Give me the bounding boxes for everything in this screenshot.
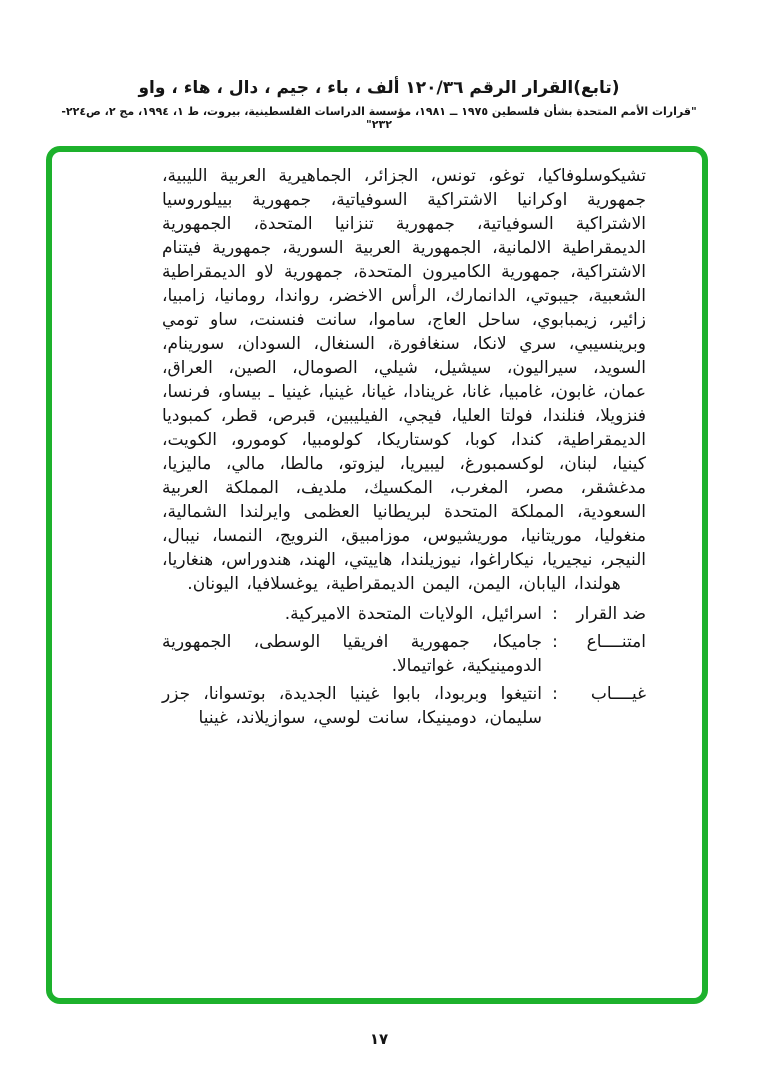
vote-abstain-label: امتنــــاع <box>586 632 646 652</box>
vote-row-abstain <box>162 630 646 678</box>
in-favor-country-list: تشيكوسلوفاكيا، توغو، تونس، الجزائر، الجماهيرية العربية الليبية، جمهورية اوكرانيا الاشتراكية السوفياتية، جمهورية بييلوروسيا الاشتراكية السوفياتية، جمهورية تنزانيا المتحدة، الجمهورية الديمقراطية الالمانية، الجمهورية العربية السورية، جمهورية فيتنام الاشتراكية، جمهورية الكاميرون المتحدة، جمهورية لاو الديمقراطية الشعبية، جيبوتي، الدانمارك، الرأس الاخضر، رواندا، رومانيا، زامبيا، زائير، زيمبابوي، ساحل العاج، ساموا، سانت فنسنت، ساو تومي وبرينسيبي، سري لانكا، سنغافورة، السنغال، السودان، سورينام، السويد، سيراليون، سيشيل، شيلي، الصومال، الصين، العراق، عمان، غابون، غامبيا، غانا، غرينادا، غيانا، غينيا، غينيا ـ بيساو، فرنسا، فنزويلا، فنلندا، فولتا العليا، فيجي، الفيليبين، قبرص، قطر، كمبوديا الديمقراطية، كندا، كوبا، كوستاريكا، كولومبيا، كومورو، الكويت، كينيا، لبنان، لوكسمبورغ، ليبيريا، ليزوتو، مالطا، مالي، ماليزيا، مدغشقر، مصر، المغرب، المكسيك، ملديف، المملكة العربية السعودية، المملكة المتحدة لبريطانيا العظمى وايرلندا الشمالية، منغوليا، موريتانيا، موريشيوس، موزامبيق، النرويج، النمسا، نيبال، النيجر، نيجيريا، نيكاراغوا، نيوزيلندا، هاييتي، الهند، هندوراس، هنغاريا، هولندا، اليابان، اليمن، اليمن الديمقراطية، يوغسلافيا، اليونان. <box>162 166 646 594</box>
vote-absent-label: غيــــاب <box>590 684 646 704</box>
vote-absent-colon: : <box>552 684 558 704</box>
vote-against-label: ضد القرار <box>576 604 646 624</box>
page-header <box>60 78 698 131</box>
vote-abstain-colon: : <box>552 632 558 652</box>
vote-absent-countries: انتيغوا وبربودا، بابوا غينيا الجديدة، بوتسوانا، جزر سليمان، دومينيكا، سانت لوسي، سوازيلاند، غينيا <box>162 684 542 728</box>
vote-abstain-countries: جاميكا، جمهورية افريقيا الوسطى، الجمهورية الدومينيكية، غواتيمالا. <box>162 632 542 676</box>
vote-row-against <box>162 602 646 626</box>
page-number: ١٧ <box>369 1030 389 1048</box>
resolution-vote-content <box>162 164 646 730</box>
vote-row-absent <box>162 682 646 730</box>
vote-against-colon: : <box>552 604 558 624</box>
vote-against-countries: اسرائيل، الولايات المتحدة الاميركية. <box>284 604 542 624</box>
source-citation: "قرارات الأمم المتحدة بشأن فلسطين ١٩٧٥ ــ ١٩٨١، مؤسسة الدراسات الفلسطينية، بيروت، ط ١، ١٩٩٤، مج ٢، ص٢٢٤- ٢٣٢" <box>61 105 697 131</box>
vote-breakdown <box>162 602 646 730</box>
resolution-title: (تابع)القرار الرقم ١٢٠/٣٦ ألف ، باء ، جيم ، دال ، هاء ، واو <box>138 78 620 98</box>
